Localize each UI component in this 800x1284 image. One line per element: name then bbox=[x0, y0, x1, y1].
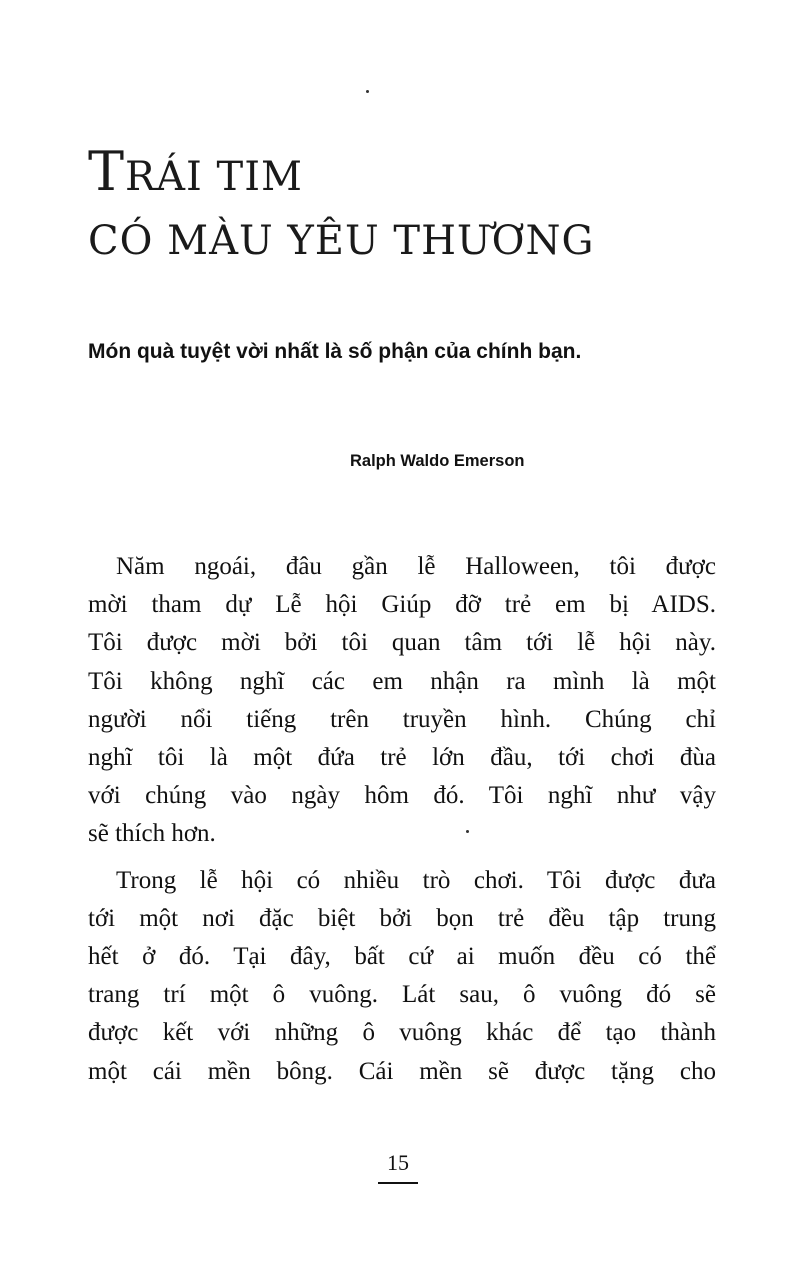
paragraph-2 bbox=[88, 862, 716, 1091]
epigraph-quote: Món quà tuyệt vời nhất là số phận của chính bạn. bbox=[88, 340, 582, 363]
text-line: một cái mền bông. Cái mền sẽ được tặng cho bbox=[88, 1057, 716, 1085]
paragraph-1 bbox=[88, 548, 716, 854]
text-line: trang trí một ô vuông. Lát sau, ô vuông đó sẽ bbox=[88, 981, 716, 1009]
text-line: Năm ngoái, đâu gần lễ Halloween, tôi được bbox=[116, 553, 716, 580]
text-line: hết ở đó. Tại đây, bất cứ ai muốn đều có thể bbox=[88, 943, 716, 971]
text-line: nghĩ tôi là một đứa trẻ lớn đầu, tới chơi đùa bbox=[88, 744, 716, 772]
chapter-title bbox=[88, 140, 594, 273]
page-number-rule bbox=[378, 1182, 418, 1184]
page-number: 15 bbox=[387, 1150, 409, 1175]
body-text bbox=[88, 548, 716, 1091]
text-line: sẽ thích hơn. bbox=[88, 820, 216, 848]
print-speck bbox=[366, 90, 369, 93]
text-line: Tôi được mời bởi tôi quan tâm tới lễ hội này. bbox=[88, 629, 716, 657]
text-line: với chúng vào ngày hôm đó. Tôi nghĩ như vậy bbox=[88, 782, 716, 810]
text-line: mời tham dự Lễ hội Giúp đỡ trẻ em bị AIDS. bbox=[88, 591, 716, 619]
text-line: Tôi không nghĩ các em nhận ra mình là một bbox=[88, 667, 716, 695]
text-line: người nổi tiếng trên truyền hình. Chúng chỉ bbox=[88, 705, 716, 733]
text-line: Trong lễ hội có nhiều trò chơi. Tôi được đưa bbox=[116, 866, 716, 894]
text-line: tới một nơi đặc biệt bởi bọn trẻ đều tập trung bbox=[88, 904, 716, 932]
chapter-title-line-2: CÓ MÀU YÊU THƯƠNG bbox=[88, 218, 595, 264]
chapter-title-line-1: TRÁI TIM bbox=[88, 140, 303, 203]
epigraph-author: Ralph Waldo Emerson bbox=[350, 452, 525, 470]
text-line: được kết với những ô vuông khác để tạo thành bbox=[88, 1019, 716, 1047]
